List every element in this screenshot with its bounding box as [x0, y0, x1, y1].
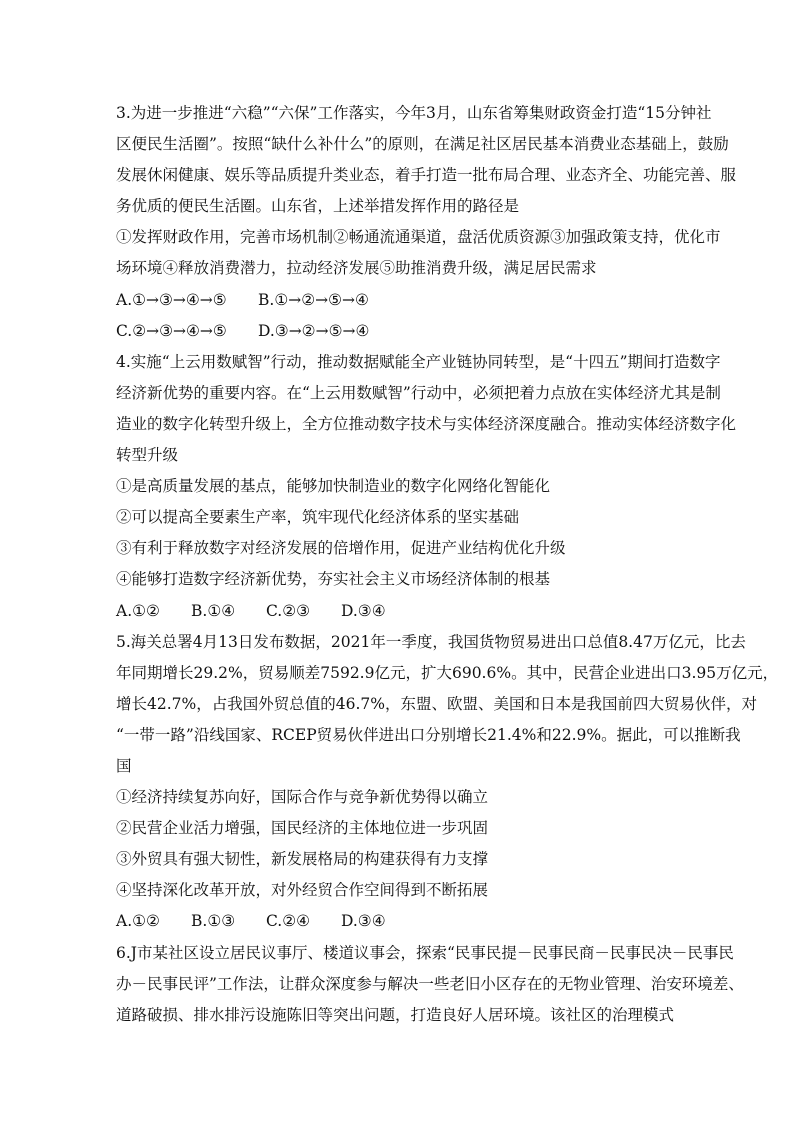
question-5-stem-line: “一带一路”沿线国家、RCEP贸易伙伴进出口分别增长21.4%和22.9%。据此，可以推断我 — [116, 725, 741, 744]
question-4-options-row — [116, 596, 696, 627]
question-5-options-row — [116, 906, 696, 937]
question-4-stem-line: 经济新优势的重要内容。在“上云用数赋智”行动中，必须把着力点放在实体经济尤其是制 — [116, 383, 721, 402]
question-3-stem-line: 3.为进一步推进“六稳”“六保”工作落实，今年3月，山东省筹集财政资金打造“15分钟社 — [116, 104, 712, 122]
question-5-stem-line: 增长42.7%，占我国外贸总值的46.7%，东盟、欧盟、美国和日本是我国前四大贸易伙伴，对 — [116, 694, 757, 713]
question-4-option-a: A.①② — [116, 601, 160, 620]
question-3 — [116, 98, 737, 347]
question-4-stem-line: 造业的数字化转型升级上，全方位推动数字技术与实体经济深度融合。推动实体经济数字化 — [116, 414, 737, 433]
question-5-stem-line: 5.海关总署4月13日发布数据，2021年一季度，我国货物贸易进出口总值8.47万亿元，比去 — [116, 632, 746, 651]
question-4-statement-3: ③有利于释放数字对经济发展的倍增作用，促进产业结构优化升级 — [116, 539, 566, 558]
question-3-option-c: C.②→③→④→⑤ — [116, 321, 227, 340]
question-3-option-d: D.③→②→⑤→④ — [258, 321, 370, 340]
question-3-stem-line: 区便民生活圈”。按照“缺什么补什么”的原则，在满足社区居民基本消费业态基础上，鼓励 — [116, 135, 729, 154]
question-5-statement-4: ④坚持深化改革开放，对外经贸合作空间得到不断拓展 — [116, 881, 489, 900]
question-4-option-c: C.②③ — [266, 601, 311, 620]
question-4-statement-4: ④能够打造数字经济新优势，夯实社会主义市场经济体制的根基 — [116, 570, 551, 589]
question-4-statement-2: ②可以提高全要素生产率，筑牢现代化经济体系的坚实基础 — [116, 508, 520, 527]
question-4-statement-1: ①是高质量发展的基点，能够加快制造业的数字化网络化智能化 — [116, 477, 551, 496]
question-3-statement-line: 场环境④释放消费潜力，拉动经济发展⑤助推消费升级，满足居民需求 — [116, 259, 597, 278]
question-content — [116, 98, 779, 1031]
question-5-option-a: A.①② — [116, 912, 160, 931]
question-6-stem-line: 道路破损、排水排污设施陈旧等突出问题，打造良好人居环境。该社区的治理模式 — [116, 1005, 675, 1024]
question-5-statement-3: ③外贸具有强大韧性，新发展格局的构建获得有力支撑 — [116, 850, 489, 869]
question-3-statement-line: ①发挥财政作用，完善市场机制②畅通流通渠道，盘活优质资源③加强政策支持，优化市 — [116, 228, 721, 247]
question-6 — [116, 938, 744, 1031]
question-3-option-b: B.①→②→⑤→④ — [258, 290, 369, 309]
question-3-options-row — [116, 316, 696, 347]
question-6-stem-line: 办－民事民评”工作法，让群众深度参与解决一些老旧小区存在的无物业管理、治安环境差、 — [116, 974, 744, 993]
question-5-statement-2: ②民营企业活力增强，国民经济的主体地位进一步巩固 — [116, 819, 489, 838]
question-5-stem-line: 年同期增长29.2%，贸易顺差7592.9亿元，扩大690.6%。其中，民营企业进出口3.95万亿元， — [116, 663, 779, 682]
question-5-stem-line: 国 — [116, 756, 132, 775]
question-3-option-a: A.①→③→④→⑤ — [116, 290, 227, 309]
question-3-stem-line: 务优质的便民生活圈。山东省，上述举措发挥作用的路径是 — [116, 197, 520, 216]
question-4-option-b: B.①④ — [191, 601, 236, 620]
question-4 — [116, 347, 737, 627]
question-5-option-c: C.②④ — [266, 912, 311, 931]
question-4-stem-line: 转型升级 — [116, 446, 179, 465]
question-3-options-row — [116, 285, 696, 316]
question-5-option-b: B.①③ — [191, 912, 236, 931]
question-6-stem-line: 6.J市某社区设立居民议事厅、楼道议事会，探索“民事民提－民事民商－民事民决－民事民 — [116, 943, 734, 962]
question-3-stem-line: 发展休闲健康、娱乐等品质提升类业态，着手打造一批布局合理、业态齐全、功能完善、服 — [116, 166, 737, 185]
question-5-statement-1: ①经济持续复苏向好，国际合作与竞争新优势得以确立 — [116, 788, 489, 807]
question-4-option-d: D.③④ — [341, 601, 386, 620]
question-5-option-d: D.③④ — [341, 912, 386, 931]
question-4-stem-line: 4.实施“上云用数赋智”行动，推动数据赋能全产业链协同转型，是“十四五”期间打造数字 — [116, 352, 721, 371]
question-5 — [116, 627, 779, 938]
